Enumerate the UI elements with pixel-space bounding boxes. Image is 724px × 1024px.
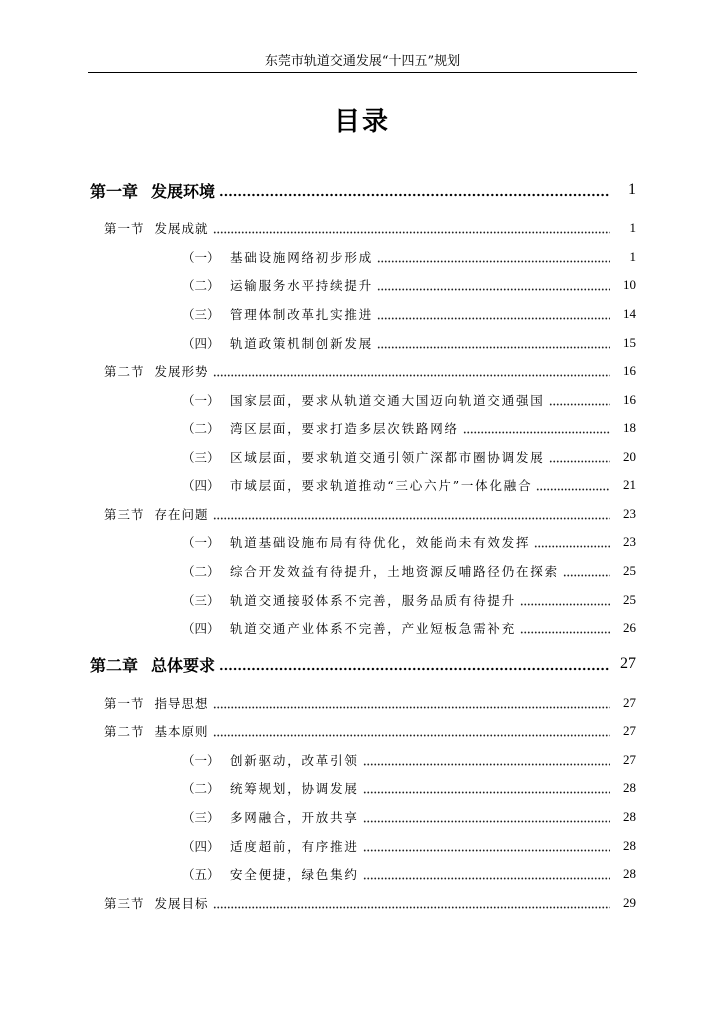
section-number: 第一节	[104, 221, 145, 237]
chapter-title: 发展环境	[151, 181, 216, 201]
page-number: 28	[623, 808, 636, 824]
leader-dots	[520, 594, 610, 606]
section-title: 发展形势	[154, 364, 209, 380]
section-number: 第三节	[104, 895, 145, 911]
toc-item	[88, 528, 637, 557]
toc-item	[88, 774, 637, 803]
page-number: 1	[628, 181, 636, 198]
page-number: 14	[623, 305, 636, 321]
page-number: 28	[623, 780, 636, 796]
chapter-number: 第二章	[90, 655, 139, 675]
toc-item	[88, 300, 637, 329]
leader-dots	[534, 536, 610, 548]
leader-dots	[213, 725, 610, 737]
page-number: 23	[623, 534, 636, 550]
item-title: 安全便捷，绿色集约	[230, 867, 359, 883]
toc-item	[88, 746, 637, 775]
toc-section	[88, 500, 637, 529]
leader-dots	[549, 451, 610, 463]
page-number: 1	[629, 220, 636, 236]
table-of-contents	[88, 172, 637, 917]
item-marker: （二）	[182, 781, 220, 797]
item-title: 综合开发效益有待提升，土地资源反哺路径仍在探索	[230, 564, 559, 580]
page-number: 23	[623, 505, 636, 521]
item-marker: （四）	[182, 838, 220, 854]
leader-dots	[213, 365, 610, 377]
item-marker: （三）	[182, 449, 220, 465]
toc-item	[88, 328, 637, 357]
page-number: 18	[623, 420, 636, 436]
toc-chapter	[88, 646, 637, 682]
page-number: 28	[623, 866, 636, 882]
page-number: 28	[623, 837, 636, 853]
item-title: 轨道交通接驳体系不完善，服务品质有待提升	[230, 592, 517, 608]
toc-item	[88, 414, 637, 443]
page-number: 16	[623, 391, 636, 407]
item-marker: （一）	[182, 249, 220, 265]
item-marker: （二）	[182, 564, 220, 580]
item-marker: （四）	[182, 335, 220, 351]
item-marker: （二）	[182, 421, 220, 437]
toc-section	[88, 688, 637, 717]
page-number: 27	[623, 723, 636, 739]
item-marker: （一）	[182, 752, 220, 768]
toc-item	[88, 243, 637, 272]
leader-dots	[219, 657, 610, 671]
leader-dots	[213, 508, 610, 520]
leader-dots	[363, 754, 610, 766]
item-marker: （五）	[182, 867, 220, 883]
item-marker: （二）	[182, 278, 220, 294]
page-number: 1	[629, 248, 636, 264]
item-title: 市域层面，要求轨道推动“三心六片”一体化融合	[230, 478, 533, 494]
section-number: 第二节	[104, 364, 145, 380]
item-title: 区域层面，要求轨道交通引领广深都市圈协调发展	[230, 449, 545, 465]
item-title: 管理体制改革扎实推进	[230, 306, 374, 322]
section-title: 存在问题	[154, 506, 209, 522]
chapter-title: 总体要求	[151, 655, 216, 675]
item-title: 轨道基础设施布局有待优化，效能尚未有效发挥	[230, 535, 531, 551]
leader-dots	[549, 394, 610, 406]
leader-dots	[520, 622, 610, 634]
item-title: 国家层面，要求从轨道交通大国迈向轨道交通强国	[230, 392, 545, 408]
item-marker: （三）	[182, 306, 220, 322]
page-number: 27	[620, 655, 636, 673]
toc-item	[88, 860, 637, 889]
item-title: 创新驱动，改革引领	[230, 752, 359, 768]
toc-item	[88, 557, 637, 586]
toc-section	[88, 357, 637, 386]
section-number: 第三节	[104, 506, 145, 522]
toc-item	[88, 803, 637, 832]
item-marker: （四）	[182, 478, 220, 494]
page-number: 25	[623, 591, 636, 607]
toc-item	[88, 831, 637, 860]
toc-title: 目录	[333, 107, 390, 137]
toc-section	[88, 717, 637, 746]
leader-dots	[363, 868, 610, 880]
item-title: 多网融合，开放共享	[230, 809, 359, 825]
toc-item	[88, 271, 637, 300]
toc-item	[88, 614, 637, 643]
item-title: 基础设施网络初步形成	[230, 249, 374, 265]
item-title: 轨道政策机制创新发展	[230, 335, 374, 351]
toc-item	[88, 385, 637, 414]
page-number: 15	[623, 334, 636, 350]
leader-dots	[377, 279, 610, 291]
item-marker: （三）	[182, 592, 220, 608]
item-marker: （一）	[182, 535, 220, 551]
leader-dots	[377, 337, 610, 349]
item-marker: （一）	[182, 392, 220, 408]
leader-dots	[213, 222, 610, 234]
page-number: 27	[623, 751, 636, 767]
leader-dots	[377, 308, 610, 320]
leader-dots	[363, 782, 610, 794]
leader-dots	[213, 697, 610, 709]
item-title: 湾区层面，要求打造多层次铁路网络	[230, 421, 459, 437]
toc-item	[88, 443, 637, 472]
leader-dots	[213, 897, 610, 909]
leader-dots	[463, 422, 610, 434]
toc-section	[88, 214, 637, 243]
leader-dots	[363, 811, 610, 823]
section-title: 基本原则	[154, 724, 209, 740]
page-number: 25	[623, 563, 636, 579]
page-number: 27	[623, 694, 636, 710]
leader-dots	[536, 479, 610, 491]
item-title: 运输服务水平持续提升	[230, 278, 374, 294]
page-number: 20	[623, 448, 636, 464]
item-marker: （四）	[182, 621, 220, 637]
page-number: 26	[623, 620, 636, 636]
running-header: 东莞市轨道交通发展“十四五”规划	[88, 52, 637, 73]
page-number: 10	[623, 277, 636, 293]
item-title: 轨道交通产业体系不完善，产业短板急需补充	[230, 621, 517, 637]
item-title: 适度超前，有序推进	[230, 838, 359, 854]
section-title: 发展目标	[154, 895, 209, 911]
leader-dots	[377, 251, 610, 263]
toc-chapter	[88, 172, 637, 208]
section-number: 第二节	[104, 724, 145, 740]
toc-section	[88, 888, 637, 917]
section-number: 第一节	[104, 695, 145, 711]
toc-item	[88, 585, 637, 614]
toc-item	[88, 471, 637, 500]
leader-dots	[363, 840, 610, 852]
page-number: 16	[623, 363, 636, 379]
page-number: 29	[623, 894, 636, 910]
item-title: 统筹规划，协调发展	[230, 781, 359, 797]
leader-dots	[219, 183, 610, 197]
page-number: 21	[623, 477, 636, 493]
item-marker: （三）	[182, 809, 220, 825]
section-title: 发展成就	[154, 221, 209, 237]
section-title: 指导思想	[154, 695, 209, 711]
leader-dots	[563, 565, 610, 577]
chapter-number: 第一章	[90, 181, 139, 201]
